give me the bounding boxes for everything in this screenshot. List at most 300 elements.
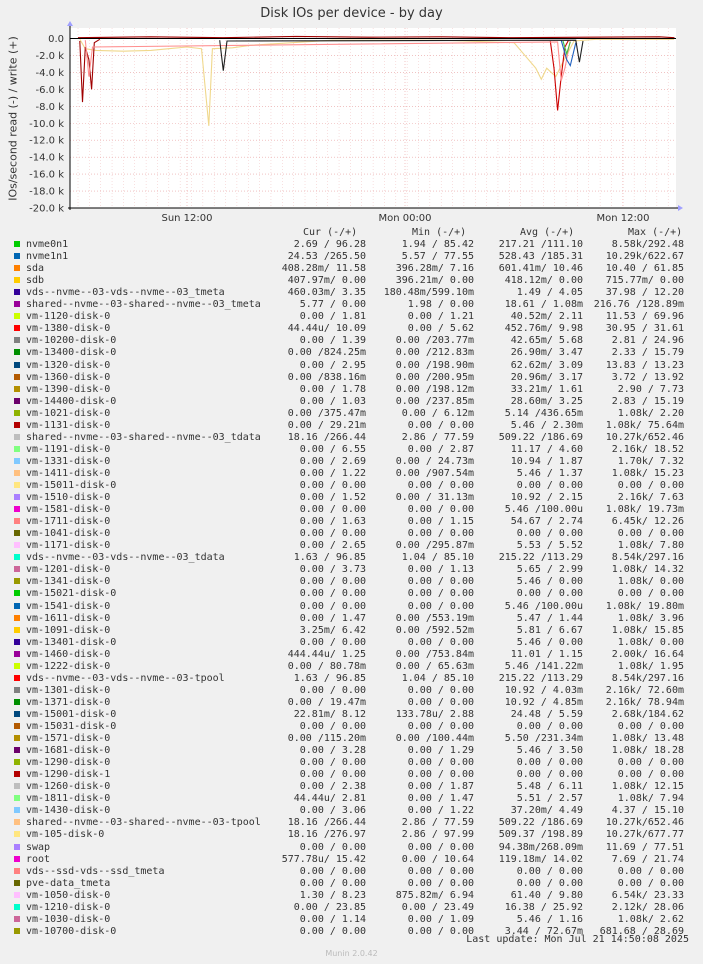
legend-value-min: 0.00 / 0.00 <box>407 696 474 708</box>
legend-value-avg: 5.46 / 2.30m <box>510 419 583 431</box>
legend-value-max: 1.08k/ 0.00 <box>617 576 684 588</box>
legend-value-cur: 1.63 / 96.85 <box>293 552 366 564</box>
legend-value-cur: 0.00 /115.20m <box>287 733 366 745</box>
legend-series-name: vm-1541-disk-0 <box>26 600 111 612</box>
legend-value-min: 0.00 /100.44m <box>395 733 474 745</box>
legend-value-cur: 2.69 / 96.28 <box>293 239 366 250</box>
legend-row <box>14 805 694 817</box>
legend-value-cur: 1.30 / 8.23 <box>299 889 366 901</box>
legend-value-avg: 5.51 / 2.57 <box>516 793 583 805</box>
legend-series-name: vm-1371-disk-0 <box>26 696 111 708</box>
legend-value-min: 0.00 /203.77m <box>395 335 474 347</box>
legend-row <box>14 854 694 866</box>
legend-value-min: 0.00 / 0.00 <box>407 769 474 781</box>
legend-value-cur: 0.00 / 19.47m <box>287 696 366 708</box>
legend-value-min: 0.00 / 0.00 <box>407 925 474 937</box>
legend-row <box>14 842 694 854</box>
legend-row <box>14 673 694 685</box>
legend-value-avg: 61.40 / 9.80 <box>510 889 583 901</box>
header-min: Min (-/+) <box>412 227 467 238</box>
legend-row <box>14 564 694 576</box>
legend-value-max: 7.69 / 21.74 <box>611 853 684 865</box>
legend-series-name: sda <box>26 263 45 275</box>
y-axis-label: IOs/second read (-) / write (+) <box>6 36 20 201</box>
legend-value-max: 1.08k/ 75.64m <box>605 419 684 431</box>
legend-series-name: vm-1171-disk-0 <box>26 540 111 552</box>
legend-series-name: vm-1260-disk-0 <box>26 781 111 793</box>
legend-value-max: 0.00 / 0.00 <box>617 877 684 889</box>
legend-row <box>14 408 694 420</box>
legend-swatch <box>14 518 20 524</box>
legend-series-name: nvme0n1 <box>26 239 69 250</box>
legend-row <box>14 251 694 263</box>
legend-value-cur: 577.78u/ 15.42 <box>281 853 366 865</box>
legend-swatch <box>14 699 20 705</box>
y-tick-label: 0.0 <box>48 34 64 45</box>
legend-value-min: 0.00 / 0.00 <box>407 841 474 853</box>
legend-value-min: 0.00 / 10.64 <box>401 853 474 865</box>
legend-swatch <box>14 663 20 669</box>
legend-row <box>14 781 694 793</box>
legend-series-name: sdb <box>26 275 45 287</box>
legend-row <box>14 504 694 516</box>
legend-value-avg: 5.50 /231.34m <box>504 733 583 745</box>
legend-value-max: 8.54k/297.16 <box>611 552 684 564</box>
legend-value-avg: 5.48 / 6.11 <box>516 781 583 793</box>
legend-value-cur: 0.00 / 1.47 <box>299 612 366 624</box>
x-axis-arrow <box>678 205 683 211</box>
x-tick-label: Sun 12:00 <box>161 213 213 224</box>
legend-value-max: 1.08k/ 0.00 <box>617 636 684 648</box>
legend-row <box>14 432 694 444</box>
legend-row <box>14 396 694 408</box>
legend-value-min: 0.00 / 6.12m <box>401 407 474 419</box>
legend-value-max: 10.27k/652.46 <box>605 431 684 443</box>
legend-series-name: vm-1510-disk-0 <box>26 492 111 504</box>
legend-swatch <box>14 711 20 717</box>
legend-value-avg: 217.21 /111.10 <box>498 239 583 250</box>
chart-title: Disk IOs per device - by day <box>260 6 443 21</box>
legend-swatch <box>14 639 20 645</box>
legend-series-name: vm-1041-disk-0 <box>26 528 111 540</box>
legend-row <box>14 733 694 745</box>
legend-value-avg: 20.96m/ 3.17 <box>510 371 583 383</box>
legend-value-min: 2.86 / 77.59 <box>401 431 474 443</box>
legend-value-max: 1.08k/ 2.20 <box>617 407 684 419</box>
legend-series-name: vds--nvme--03-vds--nvme--03_tmeta <box>26 287 225 299</box>
legend-series-name: nvme1n1 <box>26 251 69 263</box>
legend-swatch <box>14 603 20 609</box>
legend-value-avg: 37.20m/ 4.49 <box>510 805 583 817</box>
legend-value-min: 0.00 / 0.00 <box>407 636 474 648</box>
legend-value-cur: 0.00 / 80.78m <box>287 660 366 672</box>
legend-value-min: 396.28m/ 7.16 <box>395 263 474 275</box>
legend-swatch <box>14 615 20 621</box>
legend-swatch <box>14 362 20 368</box>
legend-value-min: 0.00 / 0.00 <box>407 504 474 516</box>
legend-value-max: 1.08k/ 19.73m <box>605 504 684 516</box>
legend-value-min: 0.00 / 31.13m <box>395 492 474 504</box>
legend-series-name: vm-1191-disk-0 <box>26 443 111 455</box>
legend-swatch <box>14 819 20 825</box>
header-avg: Avg (-/+) <box>520 227 575 238</box>
legend-value-max: 681.68 / 28.69 <box>599 925 684 937</box>
legend-row <box>14 528 694 540</box>
legend-value-max: 2.81 / 24.96 <box>611 335 684 347</box>
legend-value-cur: 18.16 /266.44 <box>287 817 366 829</box>
legend-value-avg: 28.60m/ 3.25 <box>510 395 583 407</box>
legend-row <box>14 769 694 781</box>
legend-value-cur: 0.00 / 6.55 <box>299 443 366 455</box>
legend-value-max: 2.16k/ 72.60m <box>605 684 684 696</box>
legend-value-min: 0.00 / 1.15 <box>407 516 474 528</box>
legend-swatch <box>14 325 20 331</box>
legend-value-avg: 509.22 /186.69 <box>498 817 583 829</box>
legend-series-name: vds--nvme--03-vds--nvme--03-tpool <box>26 672 225 684</box>
legend-value-avg: 0.00 / 0.00 <box>516 588 583 600</box>
legend-value-avg: 5.46 /141.22m <box>504 660 583 672</box>
legend-value-cur: 0.00 / 2.95 <box>299 359 366 371</box>
legend-swatch <box>14 241 20 247</box>
legend-series-name: vm-10200-disk-0 <box>26 335 117 347</box>
legend-row <box>14 576 694 588</box>
legend-value-max: 1.08k/ 19.80m <box>605 600 684 612</box>
legend-row <box>14 793 694 805</box>
legend-value-cur: 0.00 / 23.85 <box>293 901 366 913</box>
legend-value-max: 4.37 / 15.10 <box>611 805 684 817</box>
legend-row <box>14 299 694 311</box>
legend-value-max: 2.12k/ 28.06 <box>611 901 684 913</box>
legend-value-avg: 528.43 /185.31 <box>498 251 583 263</box>
legend-value-min: 0.00 / 0.00 <box>407 588 474 600</box>
legend-value-avg: 94.38m/268.09m <box>498 841 583 853</box>
legend-swatch <box>14 530 20 536</box>
legend-value-min: 0.00 / 0.00 <box>407 721 474 732</box>
legend-row <box>14 552 694 564</box>
legend-value-min: 0.00 / 1.29 <box>407 745 474 757</box>
y-tick-label: -16.0 k <box>29 169 64 181</box>
legend-row <box>14 239 694 251</box>
legend-row <box>14 661 694 673</box>
legend-series-name: vm-1021-disk-0 <box>26 407 111 419</box>
legend-row <box>14 335 694 347</box>
legend-value-max: 1.08k/ 7.94 <box>617 793 684 805</box>
legend-value-max: 1.08k/ 3.96 <box>617 612 684 624</box>
legend-row <box>14 757 694 769</box>
legend-value-max: 1.08k/ 15.85 <box>611 624 684 636</box>
legend-value-min: 0.00 / 1.09 <box>407 913 474 925</box>
legend-swatch <box>14 434 20 440</box>
legend-value-avg: 5.46 / 1.37 <box>516 467 583 479</box>
legend-value-avg: 5.81 / 6.67 <box>516 624 583 636</box>
legend-value-max: 2.83 / 15.19 <box>611 395 684 407</box>
legend-value-min: 0.00 /753.84m <box>395 648 474 660</box>
x-tick-label: Mon 12:00 <box>596 213 650 224</box>
legend-value-max: 6.54k/ 23.33 <box>611 889 684 901</box>
legend-value-min: 0.00 / 1.47 <box>407 793 474 805</box>
legend-value-max: 2.90 / 7.73 <box>617 383 684 395</box>
legend-value-cur: 0.00 / 0.00 <box>299 600 366 612</box>
legend-value-cur: 0.00 / 29.21m <box>287 419 366 431</box>
legend-value-cur: 5.77 / 0.00 <box>299 299 366 311</box>
legend-value-cur: 0.00 / 1.03 <box>299 395 366 407</box>
legend-value-avg: 215.22 /113.29 <box>498 672 583 684</box>
legend-value-min: 0.00 / 0.00 <box>407 600 474 612</box>
legend-row <box>14 890 694 902</box>
legend-value-cur: 0.00 / 0.00 <box>299 480 366 491</box>
legend-series-name: vm-1131-disk-0 <box>26 419 111 431</box>
legend-value-cur: 24.53 /265.50 <box>287 251 366 263</box>
legend-row <box>14 697 694 709</box>
legend-value-cur: 0.00 / 1.22 <box>299 467 366 479</box>
header-cur: Cur (-/+) <box>303 227 358 238</box>
legend-value-min: 0.00 /592.52m <box>395 624 474 636</box>
legend-swatch <box>14 337 20 343</box>
legend-value-max: 1.08k/ 2.62 <box>617 913 684 925</box>
legend-value-max: 1.08k/ 7.80 <box>617 540 684 552</box>
legend-value-avg: 42.65m/ 5.68 <box>510 335 583 347</box>
legend-value-avg: 10.94 / 1.87 <box>510 455 583 467</box>
legend-swatch <box>14 482 20 488</box>
legend-value-cur: 1.63 / 96.85 <box>293 672 366 684</box>
legend-value-cur: 0.00 / 0.00 <box>299 769 366 781</box>
legend-value-cur: 0.00 / 0.00 <box>299 684 366 696</box>
legend-value-cur: 0.00 /375.47m <box>287 407 366 419</box>
legend-value-min: 0.00 / 5.62 <box>407 323 474 335</box>
legend-row <box>14 878 694 890</box>
legend-series-name: vm-1320-disk-0 <box>26 359 111 371</box>
legend-value-min: 0.00 / 0.00 <box>407 419 474 431</box>
legend-value-max: 715.77m/ 0.00 <box>605 275 684 287</box>
legend-row <box>14 745 694 757</box>
legend-value-cur: 444.44u/ 1.25 <box>287 648 366 660</box>
header-max: Max (-/+) <box>628 227 683 238</box>
legend-value-avg: 33.21m/ 1.61 <box>510 383 583 395</box>
legend-value-min: 1.98 / 0.00 <box>407 299 474 311</box>
legend-row <box>14 444 694 456</box>
legend-value-avg: 24.48 / 5.59 <box>510 708 583 720</box>
legend-value-avg: 5.65 / 2.99 <box>516 564 583 576</box>
legend-value-avg: 1.49 / 4.05 <box>516 287 583 299</box>
legend-row <box>14 311 694 323</box>
legend-value-cur: 0.00 / 1.81 <box>299 311 366 323</box>
legend-value-max: 0.00 / 0.00 <box>617 757 684 769</box>
legend-value-avg: 3.44 / 72.67m <box>504 925 583 937</box>
legend-swatch <box>14 470 20 476</box>
legend-value-cur: 407.97m/ 0.00 <box>287 275 366 287</box>
legend-value-max: 8.58k/292.48 <box>611 239 684 250</box>
legend-value-cur: 0.00 / 3.28 <box>299 745 366 757</box>
legend-row <box>14 914 694 926</box>
legend-value-min: 0.00 / 1.21 <box>407 311 474 323</box>
y-tick-label: -14.0 k <box>29 152 64 164</box>
legend-row <box>14 468 694 480</box>
legend-series-name: vds--ssd-vds--ssd_tmeta <box>26 865 165 877</box>
legend-value-avg: 5.46 / 3.50 <box>516 745 583 757</box>
legend-value-cur: 0.00 / 0.00 <box>299 841 366 853</box>
legend-value-min: 0.00 / 65.63m <box>395 660 474 672</box>
legend-value-avg: 10.92 / 2.15 <box>510 492 583 504</box>
chart-canvas <box>0 0 703 225</box>
legend-value-min: 2.86 / 97.99 <box>401 829 474 841</box>
legend-value-max: 0.00 / 0.00 <box>617 528 684 540</box>
legend-row <box>14 902 694 914</box>
legend-swatch <box>14 904 20 910</box>
legend-value-max: 1.08k/ 15.23 <box>611 467 684 479</box>
y-tick-label: -12.0 k <box>29 135 64 147</box>
legend-row <box>14 709 694 721</box>
legend-swatch <box>14 844 20 850</box>
legend-value-min: 396.21m/ 0.00 <box>395 275 474 287</box>
legend-swatch <box>14 627 20 633</box>
legend-swatch <box>14 916 20 922</box>
legend-value-avg: 119.18m/ 14.02 <box>498 853 583 865</box>
legend-value-max: 6.45k/ 12.26 <box>611 516 684 528</box>
legend-swatch <box>14 422 20 428</box>
legend-value-avg: 0.00 / 0.00 <box>516 721 583 732</box>
legend-value-avg: 0.00 / 0.00 <box>516 769 583 781</box>
legend-series-name: shared--nvme--03-shared--nvme--03_tmeta <box>26 299 261 311</box>
legend-series-name: vm-1331-disk-0 <box>26 455 111 467</box>
legend-value-min: 0.00 / 0.00 <box>407 684 474 696</box>
legend-value-max: 2.16k/ 18.52 <box>611 443 684 455</box>
legend-swatch <box>14 687 20 693</box>
legend-value-cur: 18.16 /276.97 <box>287 829 366 841</box>
legend-row <box>14 625 694 637</box>
legend-value-avg: 5.47 / 1.44 <box>516 612 583 624</box>
legend-series-name: vm-1360-disk-0 <box>26 371 111 383</box>
legend-value-avg: 26.90m/ 3.47 <box>510 347 583 359</box>
legend-value-cur: 0.00 / 2.65 <box>299 540 366 552</box>
legend-row <box>14 480 694 492</box>
legend-series-name: shared--nvme--03-shared--nvme--03_tdata <box>26 431 261 443</box>
legend-value-avg: 62.62m/ 3.09 <box>510 359 583 371</box>
legend-series-name: vm-1030-disk-0 <box>26 913 111 925</box>
legend-swatch <box>14 651 20 657</box>
legend-value-avg: 5.46 / 1.16 <box>516 913 583 925</box>
legend-value-cur: 0.00 / 0.00 <box>299 576 366 588</box>
legend-row <box>14 685 694 697</box>
legend-value-min: 0.00 / 1.13 <box>407 564 474 576</box>
legend-value-min: 0.00 /237.85m <box>395 395 474 407</box>
legend-row <box>14 347 694 359</box>
legend-value-cur: 44.44u/ 2.81 <box>293 793 366 805</box>
legend-row <box>14 384 694 396</box>
legend-value-min: 875.82m/ 6.94 <box>395 889 474 901</box>
legend-swatch <box>14 566 20 572</box>
legend-value-avg: 5.46 / 0.00 <box>516 636 583 648</box>
legend-value-avg: 418.12m/ 0.00 <box>504 275 583 287</box>
legend-row <box>14 372 694 384</box>
legend-value-cur: 0.00 / 3.06 <box>299 805 366 817</box>
legend-value-min: 0.00 /198.90m <box>395 359 474 371</box>
legend-swatch <box>14 458 20 464</box>
legend-series-name: vm-1341-disk-0 <box>26 576 111 588</box>
legend-swatch <box>14 301 20 307</box>
legend-series-name: vm-10700-disk-0 <box>26 925 117 937</box>
legend-series-name: vm-1290-disk-1 <box>26 769 111 781</box>
legend-value-min: 0.00 / 0.00 <box>407 757 474 769</box>
legend-swatch <box>14 506 20 512</box>
legend-row <box>14 817 694 829</box>
legend-series-name: vm-1091-disk-0 <box>26 624 111 636</box>
legend-value-min: 2.86 / 77.59 <box>401 817 474 829</box>
legend-value-max: 10.27k/652.46 <box>605 817 684 829</box>
legend-value-cur: 0.00 / 1.63 <box>299 516 366 528</box>
legend-value-avg: 10.92 / 4.85m <box>504 696 583 708</box>
legend-swatch <box>14 313 20 319</box>
legend-series-name: vm-1301-disk-0 <box>26 684 111 696</box>
legend-row <box>14 829 694 841</box>
legend-value-max: 10.29k/622.67 <box>605 251 684 263</box>
legend-swatch <box>14 795 20 801</box>
legend-value-max: 2.00k/ 16.64 <box>611 648 684 660</box>
legend-swatch <box>14 868 20 874</box>
y-axis-arrow <box>67 21 73 26</box>
legend-row <box>14 360 694 372</box>
legend-row <box>14 588 694 600</box>
legend-series-name: swap <box>26 841 51 853</box>
legend-value-cur: 0.00 / 0.00 <box>299 504 366 516</box>
legend-value-cur: 0.00 / 3.73 <box>299 564 366 576</box>
legend-row <box>14 516 694 528</box>
legend-value-avg: 0.00 / 0.00 <box>516 757 583 769</box>
legend-value-min: 0.00 / 0.00 <box>407 865 474 877</box>
legend-value-min: 1.04 / 85.10 <box>401 552 474 564</box>
legend-value-max: 10.27k/677.77 <box>605 829 684 841</box>
legend-value-cur: 0.00 /838.16m <box>287 371 366 383</box>
legend-series-name: vm-13400-disk-0 <box>26 347 117 359</box>
legend-value-cur: 0.00 / 0.00 <box>299 877 366 889</box>
y-tick-label: -10.0 k <box>29 118 64 130</box>
legend-series-name: vm-1050-disk-0 <box>26 889 111 901</box>
y-tick-label: -8.0 k <box>35 101 64 113</box>
legend-series-name: vm-1430-disk-0 <box>26 805 111 817</box>
legend-value-cur: 18.16 /266.44 <box>287 431 366 443</box>
legend-value-min: 5.57 / 77.55 <box>401 251 474 263</box>
legend-series-name: vm-1460-disk-0 <box>26 648 111 660</box>
legend-row <box>14 456 694 468</box>
legend-value-max: 216.76 /128.89m <box>593 299 684 311</box>
legend-value-cur: 460.03m/ 3.35 <box>287 287 366 299</box>
legend-row <box>14 492 694 504</box>
legend-swatch <box>14 831 20 837</box>
legend-value-avg: 10.92 / 4.03m <box>504 684 583 696</box>
legend-value-cur: 0.00 / 1.14 <box>299 913 366 925</box>
legend-value-cur: 0.00 / 1.39 <box>299 335 366 347</box>
legend-value-cur: 0.00 / 0.00 <box>299 528 366 540</box>
y-tick-label: -2.0 k <box>35 50 64 62</box>
legend-series-name: vm-1581-disk-0 <box>26 504 111 516</box>
legend-swatch <box>14 386 20 392</box>
legend-value-cur: 0.00 / 0.00 <box>299 721 366 732</box>
legend-value-cur: 0.00 / 0.00 <box>299 636 366 648</box>
legend-series-name: vm-1390-disk-0 <box>26 383 111 395</box>
legend-value-max: 13.83 / 13.23 <box>605 359 684 371</box>
munin-version: Munin 2.0.42 <box>325 949 378 958</box>
legend-series-name: vm-1201-disk-0 <box>26 564 111 576</box>
legend-row <box>14 263 694 275</box>
legend-series-name: vm-15011-disk-0 <box>26 480 117 491</box>
legend-value-cur: 0.00 / 1.78 <box>299 383 366 395</box>
legend-value-max: 3.72 / 13.92 <box>611 371 684 383</box>
legend-value-avg: 0.00 / 0.00 <box>516 877 583 889</box>
legend-series-name: vm-1290-disk-0 <box>26 757 111 769</box>
legend-swatch <box>14 494 20 500</box>
legend-value-avg: 40.52m/ 2.11 <box>510 311 583 323</box>
legend-value-max: 2.33 / 15.79 <box>611 347 684 359</box>
legend-value-cur: 0.00 / 2.69 <box>299 455 366 467</box>
